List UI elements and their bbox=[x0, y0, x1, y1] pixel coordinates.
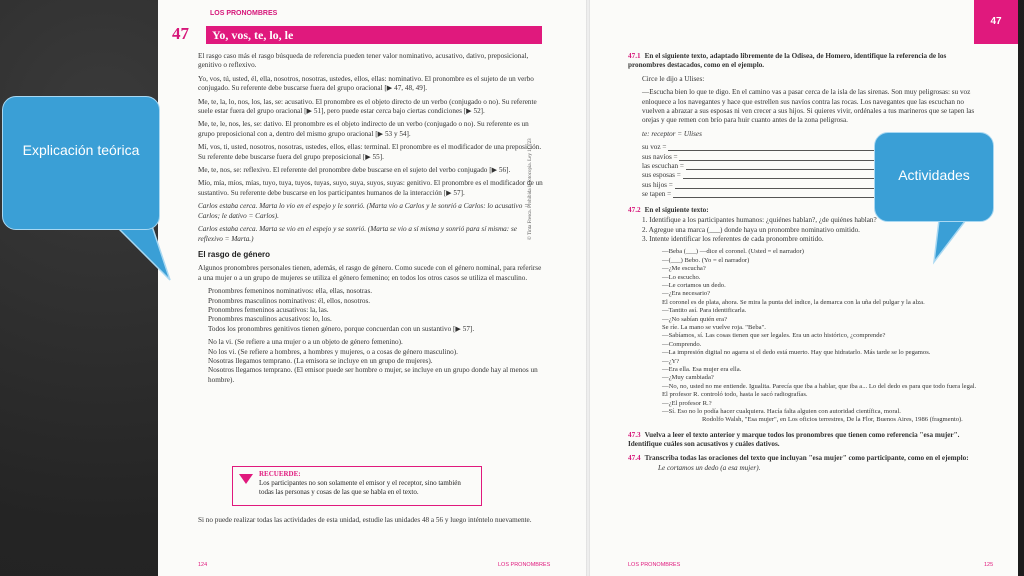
activity-item: 47.2 En el siguiente texto: bbox=[628, 205, 709, 214]
dialogue-line: —¿No sabían quién era? bbox=[662, 315, 727, 323]
section-number: 47 bbox=[172, 24, 189, 43]
dialogue-line: —¿Y? bbox=[662, 357, 680, 365]
callout-theory-label: Explicación teórica bbox=[22, 142, 140, 158]
list-item: Todos los pronombres genitivos tienen género, porque concuerdan con un sustantivo [▶ 57]. bbox=[208, 324, 475, 333]
dialogue-line: —Lo escucho. bbox=[662, 273, 701, 281]
paragraph: Me, te, la, lo, nos, los, las, se: acusativo. El pronombre es el objeto directo de un verbo (conjugado o no). Su referente suele estar fuera del grupo oracional [▶ 51], pero puede estar cerca bajo ciertas condiciones [▶ 52]. bbox=[198, 97, 537, 116]
paragraph: Me, te, le, nos, les, se: dativo. El pronombre es el objeto indirecto de un verbo (conjugado o no). Su referente es un grupo preposicional con a, dentro del mismo grupo oracional [▶ 53 y 54]. bbox=[198, 120, 529, 138]
callout-tail-left bbox=[100, 220, 180, 290]
list-item: Pronombres masculinos nominativos: él, ellos, nosotros. bbox=[208, 296, 371, 305]
dialogue-line: El coronel es de plata, ahora. Se mira la punta del índice, la demarca con la uña del pulgar y la alza. bbox=[662, 298, 925, 306]
dialogue-excerpt bbox=[662, 248, 978, 425]
blank-line: sus navíos = bbox=[642, 153, 978, 162]
footer-page-number: 125 bbox=[984, 562, 994, 568]
list-item: No los vi. (Se refiere a hombres, a hombres y mujeres, o a cosas de género masculino). bbox=[208, 347, 458, 356]
section-title: Yo, vos, te, lo, le bbox=[206, 26, 542, 44]
sub-item: 2. Agregue una marca (___) donde haya un pronombre nominativo omitido. bbox=[642, 225, 860, 234]
left-page bbox=[158, 0, 588, 576]
sub-item: 3. Intente identificar los referentes de cada pronombre omitido. bbox=[642, 234, 824, 243]
dialogue-line: —¿El profesor R.? bbox=[662, 399, 712, 407]
footer-page-number: 124 bbox=[198, 562, 208, 568]
book-spread bbox=[158, 0, 1018, 576]
triangle-icon bbox=[239, 474, 253, 484]
example: Carlos estaba cerca. Marta lo vio en el espejo y le sonrió. (Marta vio a Carlos y le sonrió a Carlos: lo acusativo = Carlos; le dativo = Carlos). bbox=[198, 202, 529, 220]
callout-activities-label: Actividades bbox=[898, 167, 970, 183]
blank-line: su voz = bbox=[642, 143, 978, 152]
activity-item: 47.4 Transcriba todas las oraciones del texto que incluyan "esa mujer" como participante, como en el ejemplo: bbox=[628, 453, 969, 462]
circe-intro: Circe le dijo a Ulises: bbox=[642, 74, 705, 83]
activity-item: 47.3 Vuelva a leer el texto anterior y marque todos los pronombres que tienen como referencia "esa mujer". Identifique cuáles son acusativos y cuáles dativos. bbox=[628, 430, 960, 449]
closing-note: Si no puede realizar todas las actividades de esta unidad, estudie las unidades 48 a 56 y luego inténtelo nuevamente. bbox=[198, 516, 532, 524]
theory-text bbox=[198, 52, 543, 385]
footer-chapter: LOS PRONOMBRES bbox=[628, 562, 681, 568]
dialogue-line: —(___) Bebo. (Yo = el narrador) bbox=[662, 256, 750, 264]
list-item: Nosotras llegamos temprano. (La emisora se incluye en un grupo de mujeres). bbox=[208, 356, 433, 365]
sub-item: 1. Identifique a los participantes humanos: ¿quiénes hablan?, ¿de quiénes hablan? bbox=[642, 216, 877, 225]
right-page bbox=[588, 0, 1018, 576]
activity-item: 47.1 En el siguiente texto, adaptado libremente de la Odisea, de Homero, identifique la referencia de los pronombres destacados, como en el ejemplo. bbox=[628, 52, 947, 70]
dialogue-line: Se ríe. La mano se vuelve roja. "Beba". bbox=[662, 323, 766, 331]
dialogue-line: —Beba (___) —dice el coronel. (Usted = el narrador) bbox=[662, 248, 804, 256]
example-line: te: receptor = Ulises bbox=[642, 129, 702, 138]
example-final: Le cortamos un dedo (a esa mujer). bbox=[658, 464, 761, 473]
list-item: No la vi. (Se refiere a una mujer o a un objeto de género femenino). bbox=[208, 338, 403, 347]
paragraph: Algunos pronombres personales tienen, además, el rasgo de género. Como sucede con el género nominal, para referirse a una mujer o a un grupo de mujeres se utiliza el género femenino; en todos los otros casos se utiliza el masculino. bbox=[198, 264, 542, 282]
dialogue-line: —¿Muy cambiada? bbox=[662, 374, 714, 382]
dialogue-line: —¿Era necesario? bbox=[662, 290, 711, 298]
dialogue-line: —¿Me escucha? bbox=[662, 265, 706, 273]
paragraph: Mío, mía, míos, mías, tuyo, tuya, tuyos, tuyas, suyo, suya, suyos, suyas: genitivo. El pronombre es el modificador de un sustantivo. Su referente debe buscarse en los participantes humanos de la interacción [▶ 57]. bbox=[198, 179, 543, 197]
list-item: Pronombres masculinos acusativos: lo, los. bbox=[208, 315, 332, 324]
blank-line: las escuchan = bbox=[642, 162, 978, 171]
blank-line: se tapen = bbox=[642, 190, 978, 199]
example: Carlos estaba cerca. Marta se vio en el espejo y se sonrió. (Marta se vio a sí misma y sonrió para sí misma: se reflexivo = Marta.) bbox=[198, 225, 517, 243]
source-citation: Rodolfo Walsh, "Esa mujer", en Los oficios terrestres, De la Flor, Buenos Aires, 1986 (fragmento). bbox=[702, 416, 963, 424]
dialogue-line: —Sí. Eso no lo podía hacer cualquiera. Hacía falta alguien con autoridad científica, moral. bbox=[662, 408, 901, 416]
dialogue-line: —Comprendo. bbox=[662, 340, 702, 348]
callout-theory bbox=[2, 96, 160, 230]
blank-line: sus hijos = bbox=[642, 181, 978, 190]
recuerde-box bbox=[232, 466, 482, 506]
list-item: Pronombres femeninos nominativos: ella, ellas, nosotras. bbox=[208, 287, 373, 296]
chapter-header: LOS PRONOMBRES bbox=[210, 10, 278, 17]
footer-chapter: LOS PRONOMBRES bbox=[498, 562, 551, 568]
dialogue-line: —Era ella. Esa mujer era ella. bbox=[662, 366, 742, 373]
circe-text: —Escucha bien lo que te digo. En el camino vas a pasar cerca de la isla de las sirenas. Son muy peligrosas: su voz enloquece a los navegantes y hace que estrellen sus navíos contra las rocas. Los navegantes que las escuchan no vuelven a abrazar a sus esposas ni ven crecer a sus hijos. Si quieres vivir, ordénales a tus marineros que se tapen las orejas y que remen con brío para huir cuanto antes de la zona peligrosa. bbox=[642, 88, 975, 125]
dialogue-line: —Sabíamos, sí. Las cosas tienen que ser legales. Era un acto histórico, ¿comprende? bbox=[662, 332, 886, 340]
dialogue-line: —No, no, usted no me entiende. Igualita. Parecía que iba a hablar, que iba a... Lo del dedo es para que todo fuera legal. El profesor R. controló todo, hasta le sacó radiografías. bbox=[662, 382, 977, 399]
dialogue-line: —Le cortamos un dedo. bbox=[662, 281, 726, 289]
copyright-notice: © Tinta Fresca. Prohibida la fotocopia. Ley 11.723 bbox=[528, 138, 533, 240]
subsection-title: El rasgo de género bbox=[198, 249, 271, 259]
recuerde-text: Los participantes no son solamente el emisor y el receptor, sino también todas las personas y cosas de las que se habla en el texto. bbox=[259, 479, 461, 496]
list-item: Nosotros llegamos temprano. (El emisor puede ser hombre o mujer, se incluye en un grupo donde hay al menos un hombre). bbox=[208, 366, 538, 384]
list-item: Pronombres femeninos acusativos: la, las. bbox=[208, 305, 329, 314]
page-tab: 47 bbox=[974, 0, 1018, 44]
recuerde-title: RECUERDE: bbox=[259, 470, 301, 478]
dialogue-line: —Tantito así. Para identificarla. bbox=[662, 307, 747, 315]
callout-activities bbox=[874, 132, 994, 222]
paragraph: Yo, vos, tú, usted, él, ella, nosotros, nosotras, ustedes, ellos, ellas: nominativo. El pronombre es el sujeto de un verbo conjugado. Su referente debe buscarse fuera del grupo oracional [▶ 47, 48, 49]. bbox=[198, 74, 534, 93]
paragraph: Me, te, nos, se: reflexivo. El referente del pronombre debe buscarse en el sujeto del verbo conjugado [▶ 56]. bbox=[198, 166, 511, 175]
dialogue-line: —La impresión digital no agarra si el dedo está muerto. Hay que hidratarlo. Más tarde se lo pegamos. bbox=[662, 349, 931, 357]
blank-line: sus esposas = bbox=[642, 171, 978, 180]
paragraph: El rasgo caso más el rasgo búsqueda de referencia pueden tener valor nominativo, acusativo, dativo, preposicional, genitivo o reflexivo. bbox=[198, 52, 529, 70]
paragraph: Mí, vos, ti, usted, nosotros, nosotras, ustedes, ellos, ellas: terminal. El pronombre es el modificador de una preposición. Su referente debe buscarse fuera del grupo preposicional [▶ 55]. bbox=[198, 143, 542, 161]
